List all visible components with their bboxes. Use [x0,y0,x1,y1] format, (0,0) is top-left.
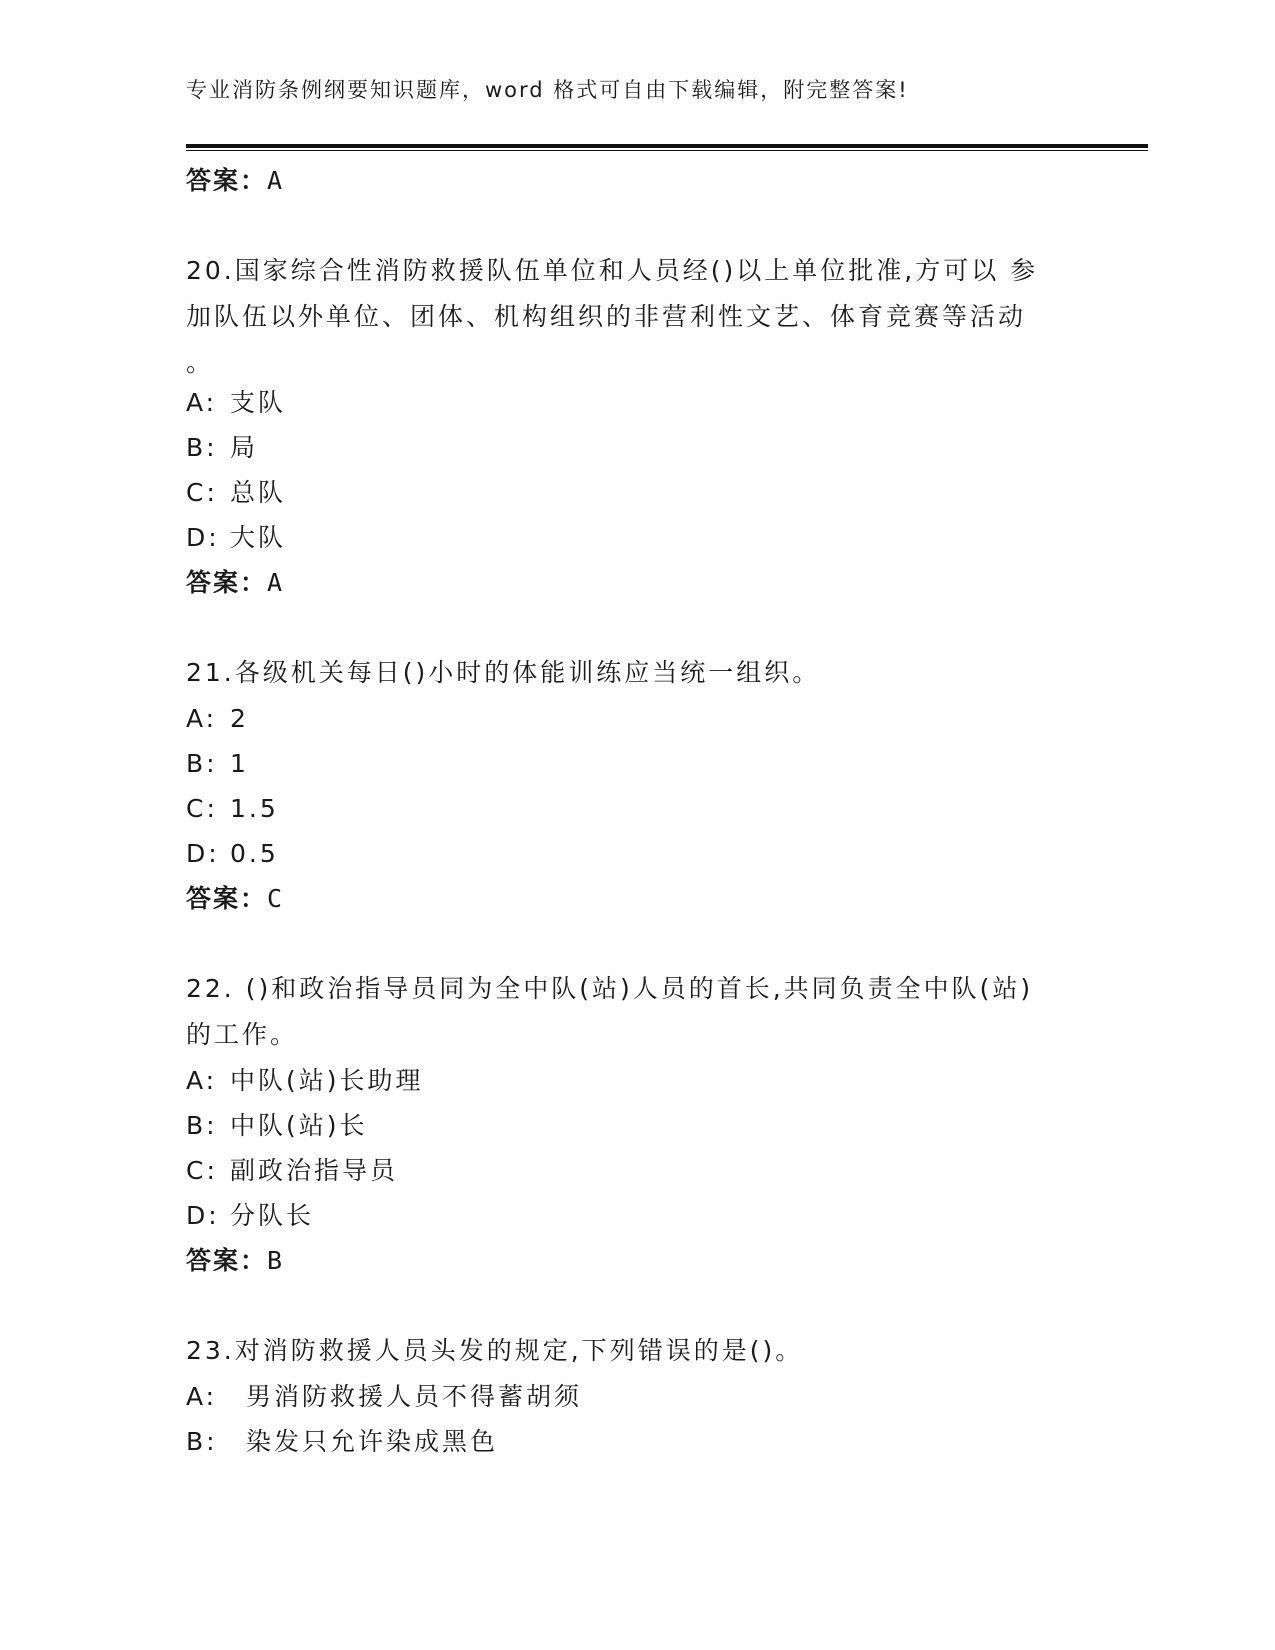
answer-label: 答案： [186,1246,268,1275]
option-key: D: [186,1201,220,1230]
option-key: B: [186,1427,218,1456]
answer-label: 答案： [186,568,268,597]
answer-value: C [267,884,285,913]
question-stem-line: 的工作。 [186,1020,299,1049]
option-key: A: [186,388,218,417]
page-header: 专业消防条例纲要知识题库，word 格式可自由下载编辑，附完整答案! [186,78,909,102]
question-21 [186,650,1126,922]
option-a [186,1058,1126,1103]
header-divider-thin [186,150,1148,151]
option-text: 中队(站)长助理 [230,1066,424,1095]
option-key: D: [186,523,220,552]
option-text: 0.5 [230,839,279,868]
answer-label: 答案： [186,884,268,913]
question-stem-line: 21.各级机关每日()小时的体能训练应当统一组织。 [186,658,821,687]
option-text: 副政治指导员 [230,1156,399,1185]
option-text: 染发只允许染成黑色 [246,1427,499,1456]
option-b [186,1419,1126,1464]
option-key: A: [186,704,218,733]
question-22 [186,966,1126,1284]
option-key: C: [186,1156,218,1185]
option-key: C: [186,794,218,823]
header-divider-thick [186,144,1148,148]
option-text: 分队长 [230,1201,315,1230]
option-b [186,741,1126,786]
answer-value: B [267,1246,285,1275]
option-text: 1.5 [230,794,279,823]
option-b [186,1103,1126,1148]
option-text: 中队(站)长 [230,1111,368,1140]
option-key: B: [186,749,218,778]
answer-line [186,158,1126,204]
answer-line [186,876,1126,922]
question-stem-line: 。 [186,348,215,377]
question-stem-line: 20.国家综合性消防救援队伍单位和人员经()以上单位批准,方可以 参 [186,256,1039,285]
option-key: D: [186,839,220,868]
option-text: 支队 [230,388,287,417]
option-text: 1 [230,749,249,778]
option-text: 大队 [230,523,287,552]
question-23 [186,1328,1126,1464]
answer-line [186,560,1126,606]
option-key: B: [186,433,218,462]
option-key: A: [186,1382,218,1411]
answer-value: A [267,166,285,195]
answer-label: 答案： [186,166,268,195]
option-key: B: [186,1111,218,1140]
option-text: 2 [230,704,249,733]
option-text: 男消防救援人员不得蓄胡须 [246,1382,583,1411]
question-stem-line: 22. ()和政治指导员同为全中队(站)人员的首长,共同负责全中队(站) [186,974,1034,1003]
option-d [186,831,1126,876]
option-c [186,786,1126,831]
option-a [186,696,1126,741]
question-stem-line: 加队伍以外单位、团体、机构组织的非营利性文艺、体育竞赛等活动 [186,302,1027,331]
option-a [186,1374,1126,1419]
option-b [186,425,1126,470]
question-20 [186,248,1126,606]
option-key: A: [186,1066,218,1095]
option-c [186,470,1126,515]
option-d [186,1193,1126,1238]
question-stem-line: 23.对消防救援人员头发的规定,下列错误的是()。 [186,1336,804,1365]
question-list [186,158,1126,1464]
option-text: 总队 [230,478,287,507]
option-a [186,380,1126,425]
option-key: C: [186,478,218,507]
option-c [186,1148,1126,1193]
option-d [186,515,1126,560]
option-text: 局 [230,433,259,462]
answer-value: A [267,568,285,597]
answer-line [186,1238,1126,1284]
